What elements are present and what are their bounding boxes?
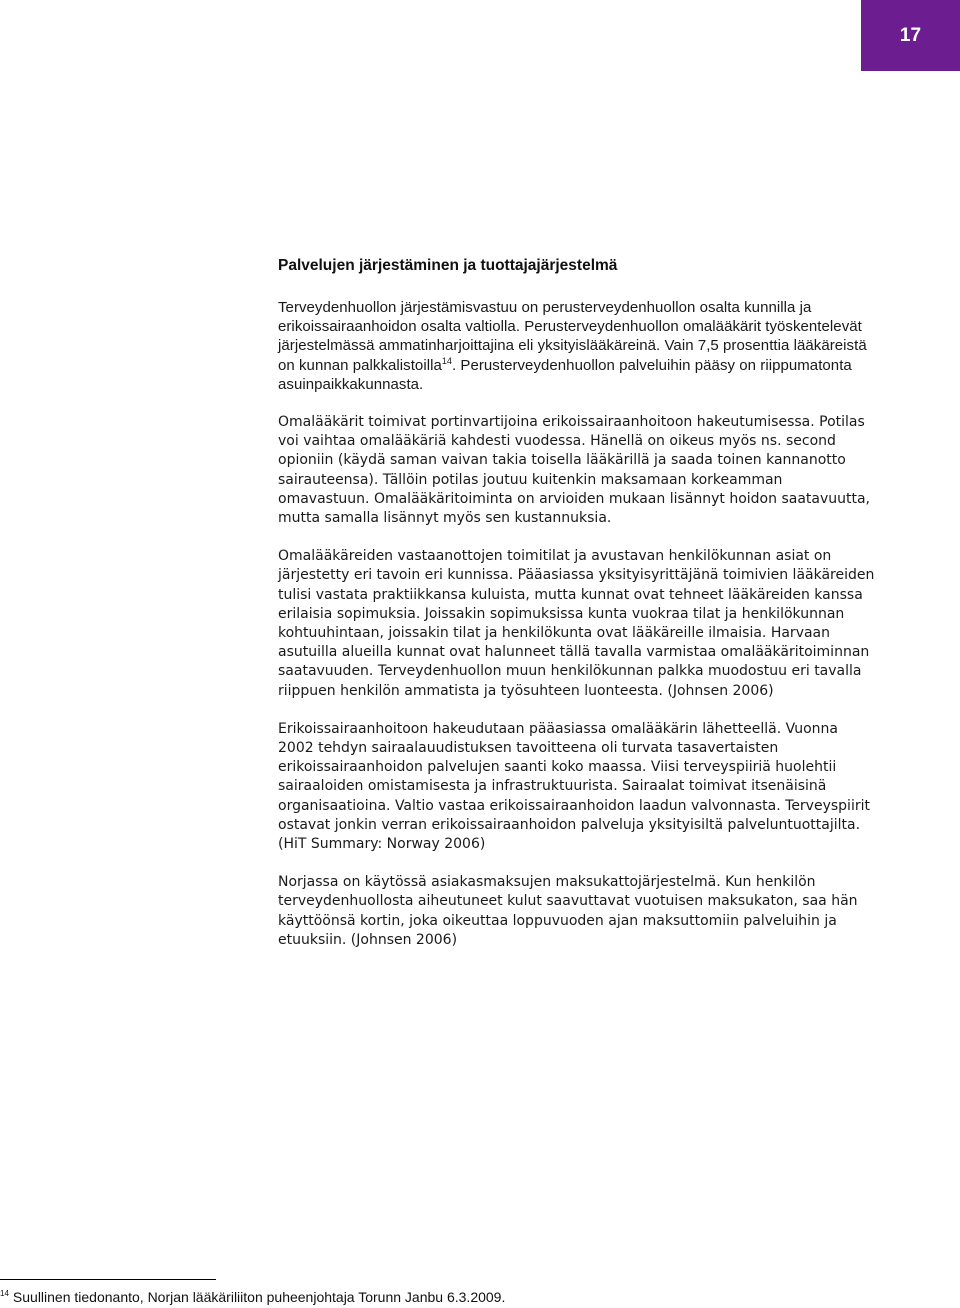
section-heading: Palvelujen järjestäminen ja tuottajajärjestelmä	[278, 257, 618, 274]
paragraph-1-text-part2: . Perusterveydenhuollon palveluihin pääsy on riippumatonta asuinpaikkakunnasta.	[278, 356, 852, 393]
page-number-badge	[861, 0, 960, 71]
paragraph-5: Norjassa on käytössä asiakasmaksujen maksukattojärjestelmä. Kun henkilön terveydenhuollosta aiheutuneet kulut saavuttavat vuotuisen maksukaton, saa hän käyttöönsä kortin, joka oikeuttaa loppuvuoden ajan maksuttomiin palveluihin ja etuuksiin. (Johnsen 2006)	[278, 874, 858, 948]
paragraph-3: Omalääkäreiden vastaanottojen toimitilat ja avustavan henkilökunnan asiat on järjestetty eri tavoin eri kunnissa. Pääasiassa yksityisyrittäjänä toimivien lääkäreiden tulisi vastata praktiikkansa kuluista, mutta kunnat ovat tehneet lääkäreiden kanssa erilaisia sopimuksia. Joissakin sopimuksissa kunta vuokraa tilat ja henkilökunnan kohtuuhintaan, joissakin tilat ja henkilökunta ovat lääkäreille ilmaisia. Harvaan asutuilla alueilla kunnat ovat halunneet tällä tavalla varmistaa omalääkäritoiminnan saatavuuden. Terveydenhuollon muun henkilökunnan palkka muodostuu eri tavalla riippuen henkilön ammatista ja työsuhteen luonteesta. (Johnsen 2006)	[278, 548, 875, 699]
footnote-reference[interactable]: 14	[441, 355, 452, 366]
footnote-number: 14	[0, 1289, 9, 1299]
paragraph-4: Erikoissairaanhoitoon hakeudutaan pääasiassa omalääkärin lähetteellä. Vuonna 2002 tehdyn sairaalauudistuksen tavoitteena oli turvata tasavertaisten erikoissairaanhoidon palvelujen saanti koko maassa. Viisi terveyspiiriä huolehtii sairaaloiden omistamisesta ja infrastruktuurista. Sairaalat toimivat itsenäisinä organisaatioina. Valtio vastaa erikoissairaanhoidon laadun valvonnasta. Terveyspiirit ostavat jonkin verran erikoissairaanhoidon palveluja yksityisiltä palveluntuottajilta. (HiT Summary: Norway 2006)	[278, 720, 870, 853]
paragraph-1-text-part1: Terveydenhuollon järjestämisvastuu on perusterveydenhuollon osalta kunnilla ja erikoissairaanhoidon osalta valtiolla. Perusterveydenhuollon omalääkärit työskentelevät järjestelmässä ammatinharjoittajina eli yksityislääkäreinä. Vain 7,5 prosenttia lääkäreistä on kunnan palkkalistoilla	[278, 299, 867, 374]
document-body	[278, 256, 878, 969]
footnote-divider	[0, 1279, 216, 1280]
footnote-text: Suullinen tiedonanto, Norjan lääkäriliiton puheenjohtaja Torunn Janbu 6.3.2009.	[12, 1289, 506, 1305]
paragraph-1	[278, 298, 878, 394]
paragraph-2: Omalääkärit toimivat portinvartijoina erikoissairaanhoitoon hakeutumisessa. Potilas voi vaihtaa omalääkäriä kahdesti vuodessa. Hänellä on oikeus myös ns. second opioniin (käydä saman vaivan takia toisella lääkärillä ja saada toinen kannanotto sairauteensa). Tällöin potilas joutuu kuitenkin maksamaan korkeamman omavastuun. Omalääkäritoiminta on arvioiden mukaan lisännyt hoidon saatavuutta, mutta samalla lisännyt myös sen kustannuksia.	[278, 414, 870, 527]
page-number: 17	[899, 24, 922, 46]
footnote	[0, 1288, 900, 1306]
